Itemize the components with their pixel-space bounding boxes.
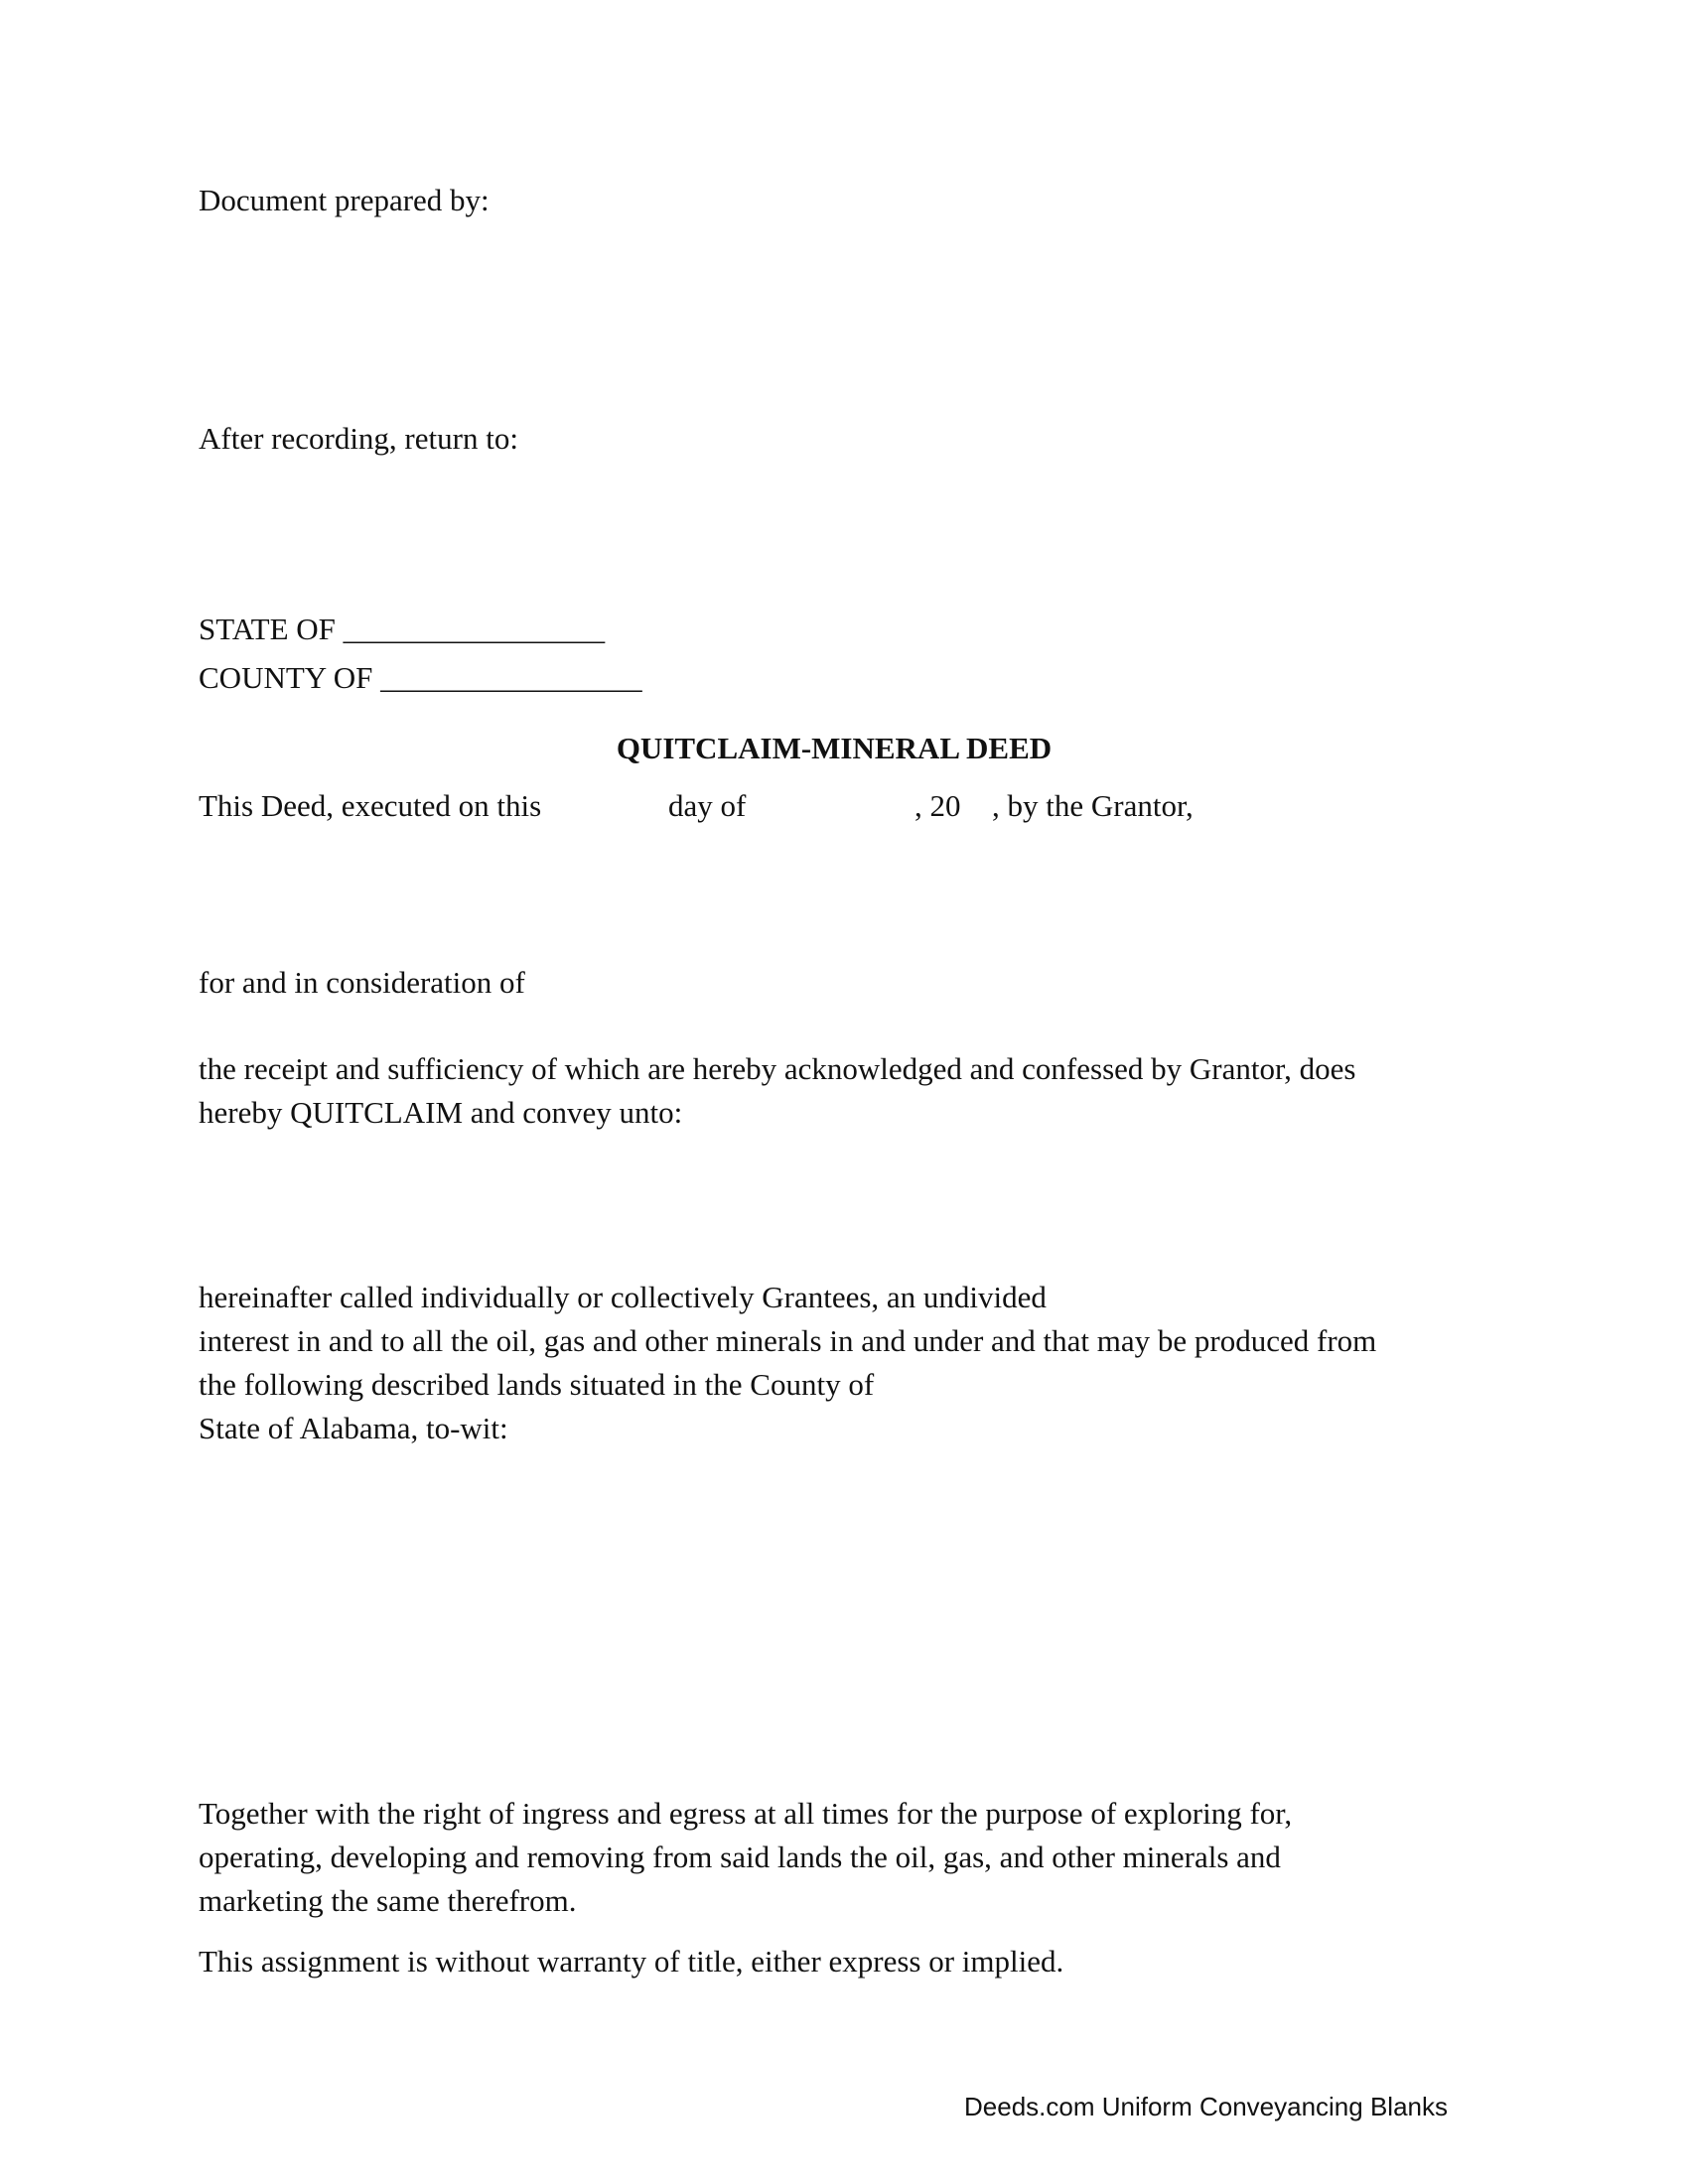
grantees-line-1: hereinafter called individually or collectively Grantees, an undivided [199,1280,1047,1314]
county-of-line [199,656,642,700]
county-of-label: COUNTY OF [199,660,373,695]
receipt-line-1: the receipt and sufficiency of which are hereby acknowledged and confessed by Grantor, does [199,1051,1356,1086]
state-of-label: STATE OF [199,612,336,646]
ingress-line-1: Together with the right of ingress and egress at all times for the purpose of exploring for, [199,1796,1293,1831]
return-to-label: After recording, return to: [199,421,518,456]
warranty-statement: This assignment is without warranty of title, either express or implied. [199,1944,1064,1979]
state-of-line [199,608,605,651]
execution-year: , 20 [914,788,961,823]
footer-credit: Deeds.com Uniform Conveyancing Blanks [964,2092,1448,2121]
grantees-line-3: the following described lands situated in the County of [199,1367,875,1402]
grantees-line-2: interest in and to all the oil, gas and other minerals in and under and that may be produced from [199,1323,1377,1358]
execution-day-of: day of [668,788,747,823]
ingress-line-2: operating, developing and removing from said lands the oil, gas, and other minerals and [199,1840,1281,1874]
grantees-line-4: State of Alabama, to-wit: [199,1411,508,1445]
receipt-line-2: hereby QUITCLAIM and convey unto: [199,1095,683,1130]
state-of-blank[interactable]: _________________ [343,612,606,646]
execution-by-grantor: , by the Grantor, [992,788,1194,823]
document-title: QUITCLAIM-MINERAL DEED [616,731,1053,765]
consideration-label: for and in consideration of [199,965,525,1000]
ingress-line-3: marketing the same therefrom. [199,1883,577,1918]
county-of-blank[interactable]: _________________ [380,660,642,695]
execution-text-1: This Deed, executed on this [199,788,542,823]
prepared-by-label: Document prepared by: [199,183,490,217]
